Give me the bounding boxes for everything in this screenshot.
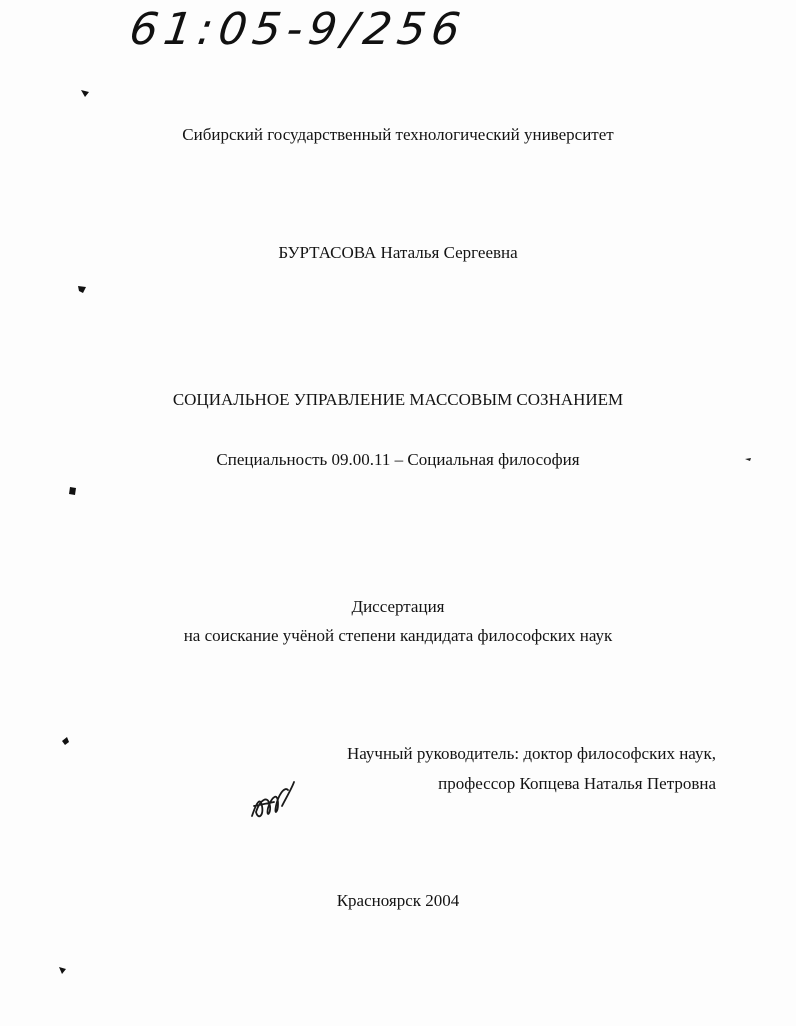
supervisor-line-1: Научный руководитель: доктор философских наук,: [346, 744, 716, 763]
university-name: Сибирский государственный технологический университет: [182, 125, 614, 144]
scan-mark-icon: [60, 736, 70, 746]
scan-mark-icon: [57, 965, 67, 975]
archive-code: 61:05-9/256: [126, 4, 470, 55]
dissertation-title: СОЦИАЛЬНОЕ УПРАВЛЕНИЕ МАССОВЫМ СОЗНАНИЕМ: [172, 390, 624, 409]
city-year: Красноярск 2004: [336, 891, 460, 910]
scan-mark-icon: [80, 88, 90, 98]
scan-mark-icon: [77, 284, 87, 294]
scan-mark-icon: [67, 486, 77, 496]
work-type: Диссертация: [351, 597, 445, 616]
author-name: БУРТАСОВА Наталья Сергеевна: [278, 243, 518, 262]
degree-line: на соискание учёной степени кандидата философских наук: [183, 626, 613, 645]
specialty: Специальность 09.00.11 – Социальная философия: [216, 450, 580, 469]
supervisor-line-2: профессор Копцева Наталья Петровна: [438, 774, 716, 793]
signature-icon: [248, 776, 300, 826]
